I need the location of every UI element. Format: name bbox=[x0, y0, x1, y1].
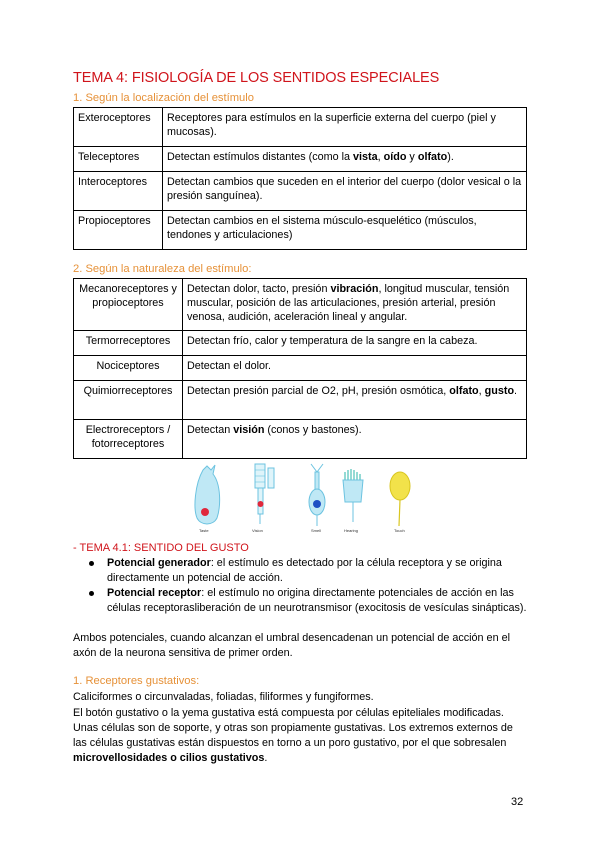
receptor-name: Nociceptores bbox=[74, 356, 183, 381]
receptor-desc: Detectan el dolor. bbox=[183, 356, 527, 381]
smell-cell-illustration bbox=[309, 464, 325, 533]
potential-list bbox=[73, 556, 528, 616]
table-row bbox=[74, 147, 527, 172]
list-item: Potencial generador: el estímulo es detectado por la célula receptora y se origina directamente un potencial de acción. bbox=[73, 556, 528, 586]
figure-label: Hearing bbox=[344, 528, 359, 533]
table-row bbox=[74, 211, 527, 250]
table-row bbox=[74, 279, 527, 331]
receptor-desc: Detectan cambios que suceden en el interior del cuerpo (dolor vesical o la presión sanguínea). bbox=[163, 172, 527, 211]
touch-cell-illustration bbox=[390, 472, 410, 533]
hearing-cell-illustration bbox=[343, 469, 363, 533]
receptor-desc: Detectan presión parcial de O2, pH, presión osmótica, olfato, gusto. bbox=[183, 381, 527, 420]
vision-cell-illustration bbox=[252, 464, 274, 533]
page-number: 32 bbox=[511, 796, 524, 808]
bullet-icon bbox=[89, 591, 94, 596]
receptor-desc: Detectan visión (conos y bastones). bbox=[183, 420, 527, 459]
taste-cell-illustration bbox=[195, 465, 220, 533]
table-row bbox=[74, 172, 527, 211]
table-row bbox=[74, 331, 527, 356]
receptor-desc: Receptores para estímulos en la superficie externa del cuerpo (piel y mucosas). bbox=[163, 108, 527, 147]
receptor-cells-figure bbox=[185, 462, 425, 534]
receptor-desc: Detectan cambios en el sistema músculo-esquelético (músculos, tendones y articulaciones) bbox=[163, 211, 527, 250]
section4-heading: 1. Receptores gustativos: bbox=[73, 675, 200, 687]
table-row bbox=[74, 108, 527, 147]
section3-heading: - TEMA 4.1: SENTIDO DEL GUSTO bbox=[73, 542, 249, 554]
localization-table bbox=[73, 107, 527, 250]
table-row bbox=[74, 420, 527, 459]
receptor-name: Electroreceptors / fotorreceptores bbox=[74, 420, 183, 459]
table-row bbox=[74, 381, 527, 420]
receptor-name: Termorreceptores bbox=[74, 331, 183, 356]
receptor-name: Mecanoreceptores y propioceptores bbox=[74, 279, 183, 331]
table-row bbox=[74, 356, 527, 381]
receptor-desc: Detectan dolor, tacto, presión vibración, longitud muscular, tensión muscular, posición de las articulaciones, presión arterial, presión venosa, audición, aceleración lineal y angular. bbox=[183, 279, 527, 331]
figure-label: Smell bbox=[311, 528, 322, 533]
page-title: TEMA 4: FISIOLOGÍA DE LOS SENTIDOS ESPECIALES bbox=[73, 70, 440, 86]
receptor-name: Quimiorreceptores bbox=[74, 381, 183, 420]
figure-label: Taste bbox=[199, 528, 209, 533]
potentials-paragraph: Ambos potenciales, cuando alcanzan el umbral desencadenan un potencial de acción en el axón de la neurona sensitiva de primer orden. bbox=[73, 632, 510, 659]
taste-receptors-line: Caliciformes o circunvaladas, foliadas, filiformes y fungiformes. bbox=[73, 691, 374, 703]
section2-heading: 2. Según la naturaleza del estímulo: bbox=[73, 263, 252, 275]
figure-label: Vision bbox=[252, 528, 263, 533]
receptor-name: Interoceptores bbox=[74, 172, 163, 211]
receptor-name: Teleceptores bbox=[74, 147, 163, 172]
receptor-desc: Detectan frío, calor y temperatura de la sangre en la cabeza. bbox=[183, 331, 527, 356]
stimulus-nature-table bbox=[73, 278, 527, 459]
receptor-name: Exteroceptores bbox=[74, 108, 163, 147]
section1-heading: 1. Según la localización del estímulo bbox=[73, 92, 254, 104]
list-item: Potencial receptor: el estímulo no origina directamente potenciales de acción en las células receptorasliberación de un neurotransmisor (exocitosis de vesículas sinápticas). bbox=[73, 586, 528, 616]
receptor-name: Propioceptores bbox=[74, 211, 163, 250]
bullet-icon bbox=[89, 561, 94, 566]
receptor-desc: Detectan estímulos distantes (como la vista, oído y olfato). bbox=[163, 147, 527, 172]
taste-bud-paragraph: El botón gustativo o la yema gustativa está compuesta por células epiteliales modificadas. Unas células son de soporte, y otras son propiamente gustativas. Los extremos externos de las células gustativas están dispuestos en torno a un poro gustativo, por el que sobresalen microvellosidades o cilios gustativos. bbox=[73, 707, 513, 764]
figure-label: Touch bbox=[394, 528, 405, 533]
